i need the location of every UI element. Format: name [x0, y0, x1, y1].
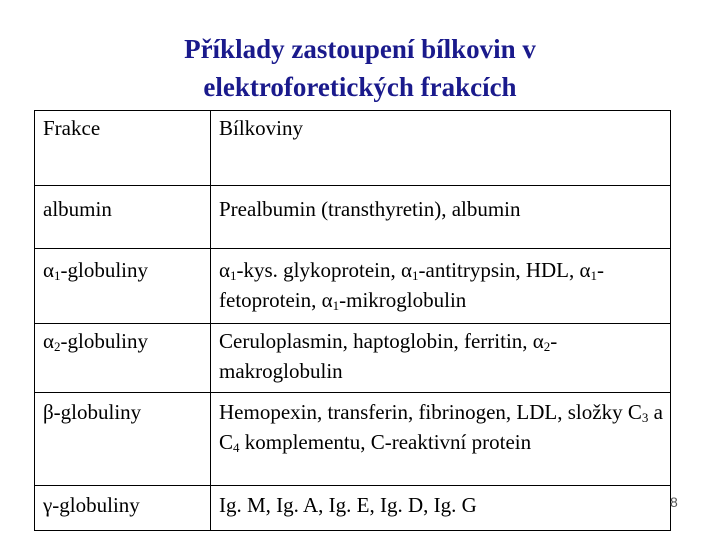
title-line-1: Příklady zastoupení bílkovin v	[184, 34, 536, 64]
title-line-2: elektroforetických frakcích	[203, 72, 517, 102]
fraction-cell: albumin	[35, 186, 211, 249]
table-header-row	[35, 111, 671, 186]
proteins-cell: Ig. M, Ig. A, Ig. E, Ig. D, Ig. G	[211, 486, 671, 531]
table-row	[35, 324, 671, 393]
fraction-cell: $\alpha_1$-globuliny	[35, 249, 211, 324]
page-number: 8	[670, 494, 678, 510]
protein-fractions-table	[34, 110, 671, 531]
fraction-cell: γ-globuliny	[35, 486, 211, 531]
table-row	[35, 186, 671, 249]
proteins-cell: Hemopexin, transferin, fibrinogen, LDL, složky $C_3$ a $C_4$ komplementu, C-reaktivní protein	[211, 393, 671, 486]
proteins-cell: $\alpha_1$-kys. glykoprotein, $\alpha_1$-antitrypsin, HDL, $\alpha_1$-fetoprotein, $\alpha_1$-mikroglobulin	[211, 249, 671, 324]
fraction-cell: β-globuliny	[35, 393, 211, 486]
slide-title	[0, 30, 720, 106]
table-row	[35, 393, 671, 486]
proteins-cell: Ceruloplasmin, haptoglobin, ferritin, $\alpha_2$-makroglobulin	[211, 324, 671, 393]
header-cell-fraction: Frakce	[35, 111, 211, 186]
header-cell-proteins: Bílkoviny	[211, 111, 671, 186]
proteins-cell: Prealbumin (transthyretin), albumin	[211, 186, 671, 249]
table-row	[35, 486, 671, 531]
fraction-cell: $\alpha_2$-globuliny	[35, 324, 211, 393]
table-row	[35, 249, 671, 324]
